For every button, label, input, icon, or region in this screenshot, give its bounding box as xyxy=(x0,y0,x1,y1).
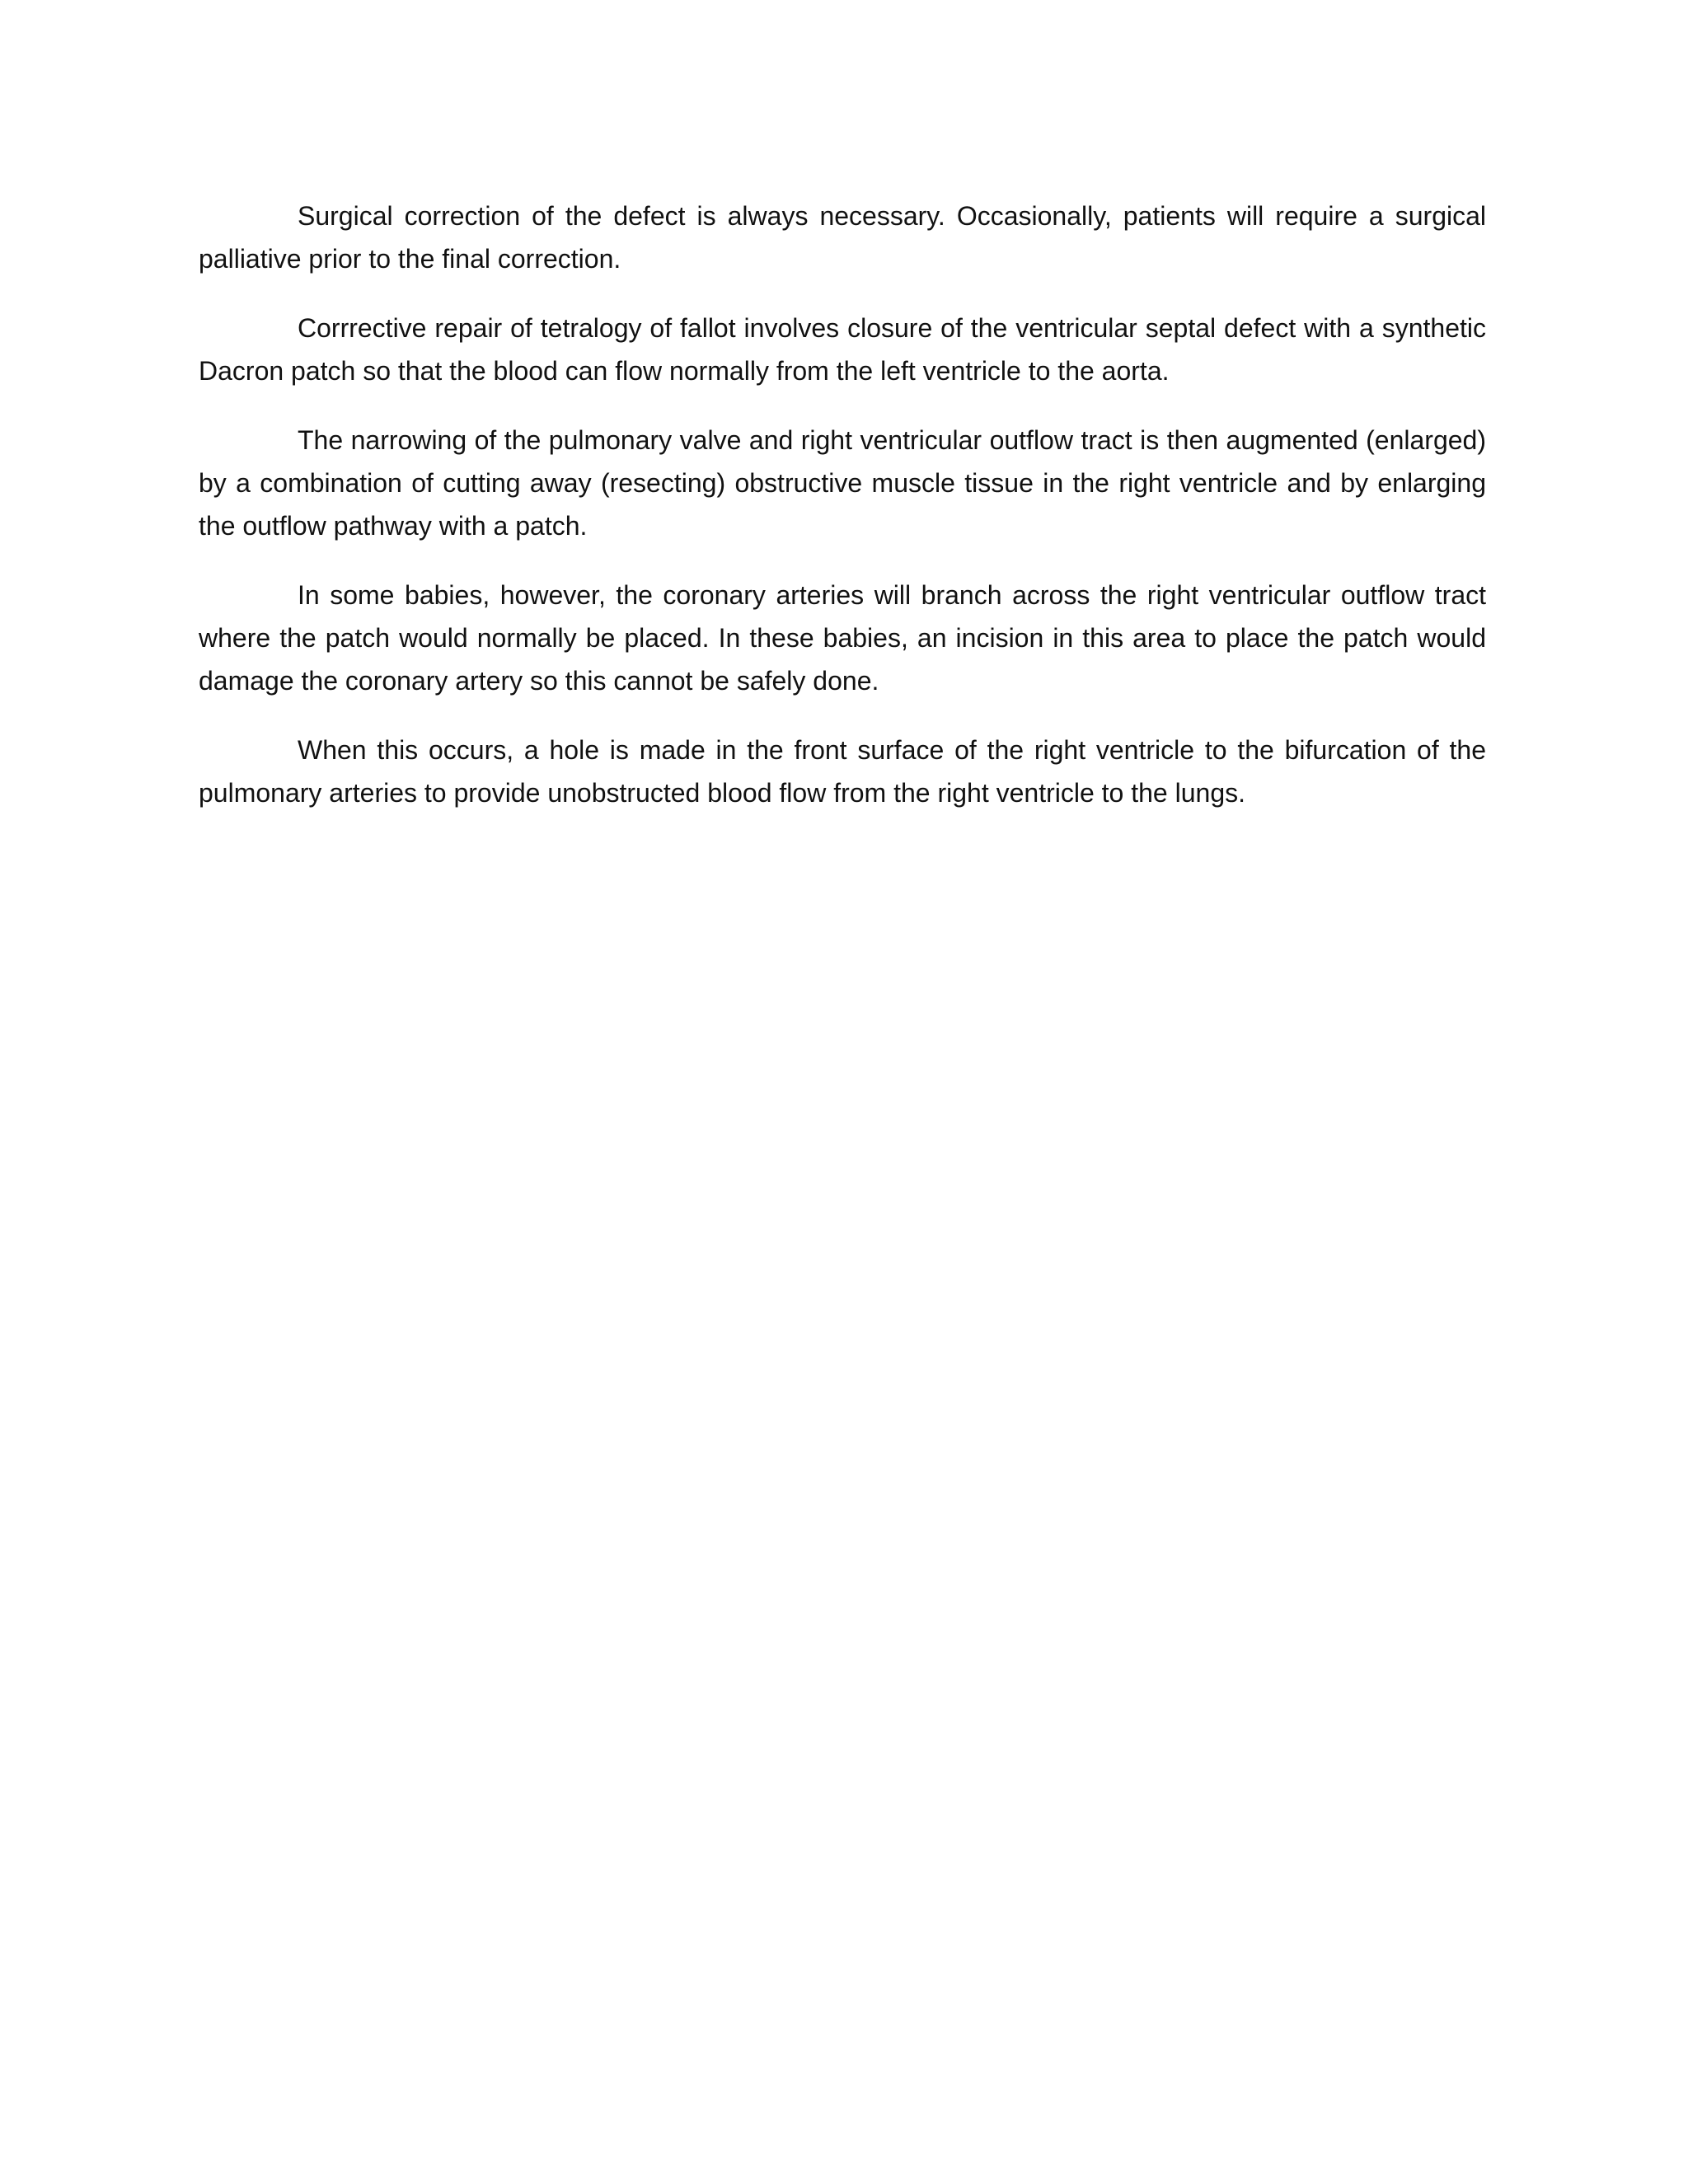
paragraph-coronary-arteries: In some babies, however, the coronary arteries will branch across the right ventricular outflow tract where the patch would normally be placed. In these babies, an incision in this area to place the patch would damage the coronary artery so this cannot be safely done. xyxy=(199,580,1486,696)
document-body xyxy=(199,194,1486,841)
paragraph-surgical-correction: Surgical correction of the defect is always necessary. Occasionally, patients will require a surgical palliative prior to the final correction. xyxy=(199,201,1486,274)
paragraph-corrective-repair: Corrrective repair of tetralogy of fallot involves closure of the ventricular septal defect with a synthetic Dacron patch so that the blood can flow normally from the left ventricle to the aorta. xyxy=(199,313,1486,386)
paragraph-pulmonary-narrowing: The narrowing of the pulmonary valve and right ventricular outflow tract is then augmented (enlarged) by a combination of cutting away (resecting) obstructive muscle tissue in the right ventricle and by enlarging the outflow pathway with a patch. xyxy=(199,425,1486,541)
paragraph-hole-bifurcation: When this occurs, a hole is made in the front surface of the right ventricle to the bifurcation of the pulmonary arteries to provide unobstructed blood flow from the right ventricle to the lungs. xyxy=(199,735,1486,808)
